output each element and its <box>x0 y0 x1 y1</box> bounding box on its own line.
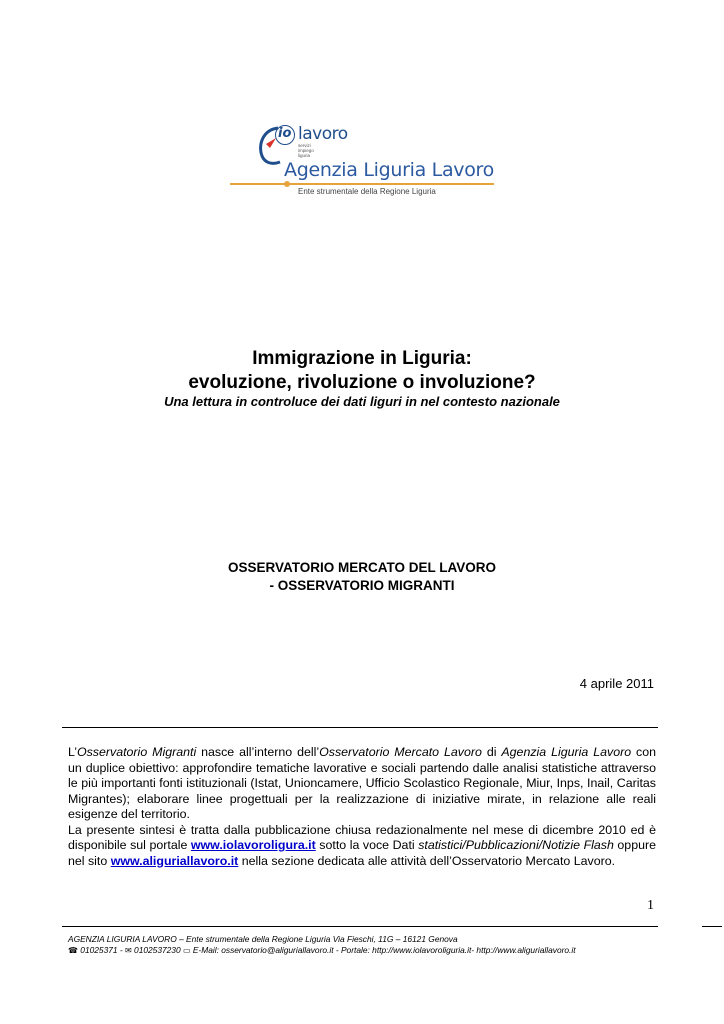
document-date: 4 aprile 2011 <box>579 676 654 691</box>
intro-text <box>68 745 656 869</box>
agency-logo <box>226 112 498 202</box>
document-title-line2: evoluzione, rivoluzione o involuzione? <box>188 372 536 393</box>
computer-icon: ▭ <box>182 946 191 955</box>
document-title-line1: Immigrazione in Liguria: <box>252 348 472 369</box>
fax-icon: ✉ <box>125 946 132 955</box>
page-number: 1 <box>647 898 654 913</box>
observatory-line1: OSSERVATORIO MERCATO DEL LAVORO <box>227 560 497 575</box>
portal-link[interactable]: www.iolavoroligura.it <box>190 838 316 852</box>
observatory-line2: - OSSERVATORIO MIGRANTI <box>269 578 455 593</box>
logo-ente: Ente strumentale della Regione Liguria <box>298 187 436 196</box>
footer-divider-right <box>702 926 722 927</box>
intro-paragraph-2: La presente sintesi è tratta dalla pubblicazione chiusa redazionalmente nel mese di dicembre 2010 ed è disponibile sul portale www.iolavoroligura.it sotto la voce Dati statistici/Pubblicazioni/Notizie Flash oppure nel sito www.aliguriallavoro.it nella sezione dedicata alle attività dell’Osservatorio Mercato Lavoro. <box>68 822 656 868</box>
divider <box>62 727 658 728</box>
footer-divider <box>62 926 658 927</box>
website-link[interactable]: www.aliguriallavoro.it <box>110 853 239 868</box>
logo-agency-name: Agenzia Liguria Lavoro <box>284 159 494 181</box>
intro-paragraph-1: L’Osservatorio Migranti nasce all’interno dell’Osservatorio Mercato Lavoro di Agenzia Liguria Lavoro con un duplice obiettivo: approfondire tematiche lavorative e sociali partendo dalle analisi statistiche attraverso le più importanti fonti istituzionali (Istat, Unioncamere, Ufficio Scolastico Regionale, Miur, Inps, Inail, Caritas Migrantes); elaborare linee progettuali per la realizzazione di iniziative mirate, in relazione alle reali esigenze del territorio. <box>68 745 657 821</box>
logo-dot <box>284 181 290 187</box>
footer-contacts: ☎ 01025371 - ✉ 0102537230 ▭ E-Mail: osservatorio@aliguriallavoro.it - Portale: http://www.iolavoroliguria.it- http://www.aliguriallavoro.it <box>68 945 576 955</box>
logo-tagline: servizi impiego liguria <box>298 143 314 158</box>
logo-divider <box>230 183 494 185</box>
footer-address: AGENZIA LIGURIA LAVORO – Ente strumentale della Regione Liguria Via Fieschi, 11G – 16121 Genova <box>68 934 458 944</box>
logo-io: io <box>278 126 292 141</box>
logo-lavoro: lavoro <box>298 124 348 144</box>
document-subtitle: Una lettura in controluce dei dati liguri in nel contesto nazionale <box>164 394 560 409</box>
phone-icon: ☎ <box>68 946 78 955</box>
